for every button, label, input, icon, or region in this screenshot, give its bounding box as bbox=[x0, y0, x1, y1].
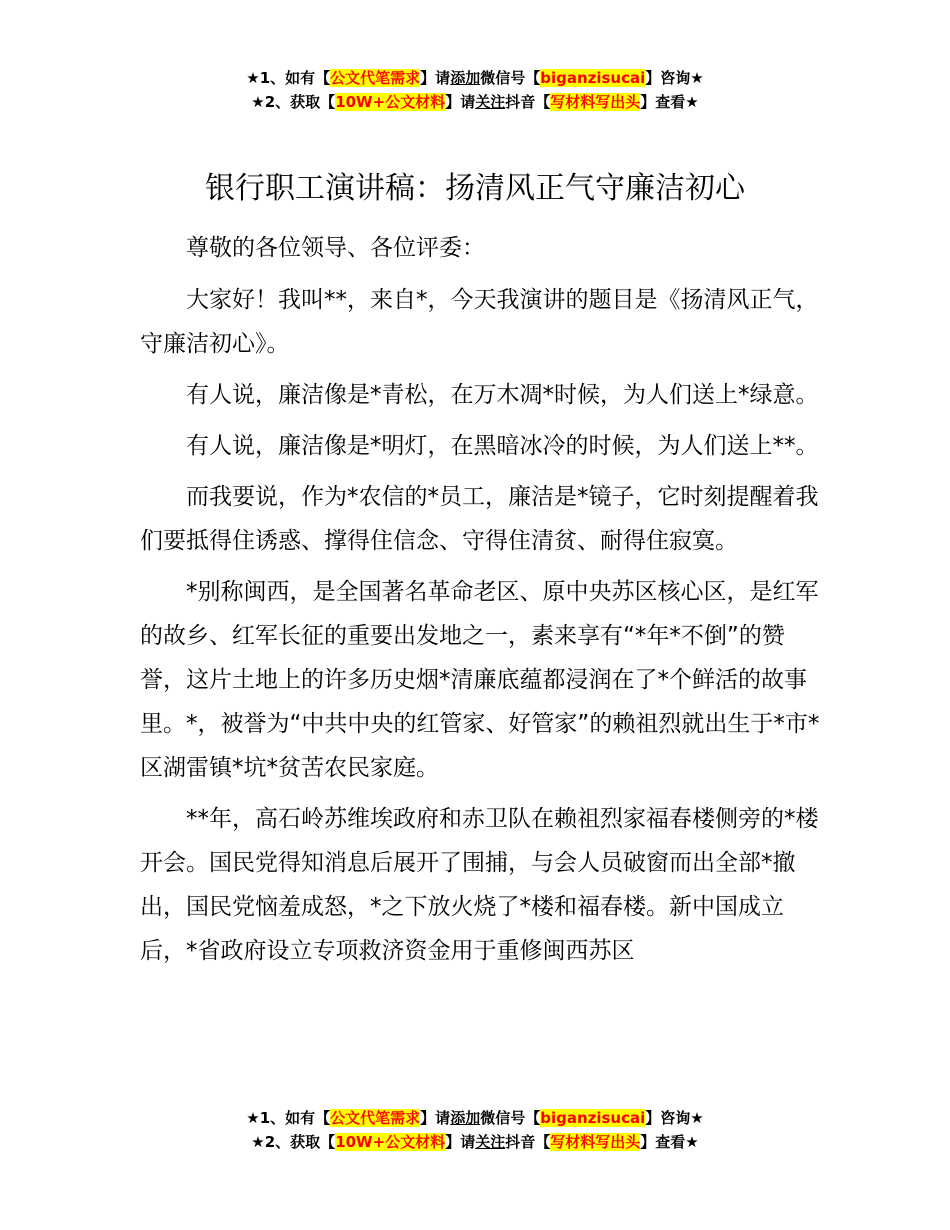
banner-highlight: 写材料写出头 bbox=[550, 1133, 641, 1151]
footer-banner bbox=[0, 1106, 950, 1154]
banner-text: ★2、获取【 bbox=[251, 1133, 336, 1151]
banner-underline: 添加 bbox=[450, 1109, 481, 1127]
banner-line-2 bbox=[0, 90, 950, 114]
banner-text: 抖音【 bbox=[505, 93, 551, 111]
paragraph: 有人说，廉洁像是*青松，在万木凋*时候，为人们送上*绿意。 bbox=[186, 382, 819, 408]
banner-text: 】查看★ bbox=[640, 93, 699, 111]
banner-text: ★1、如有【 bbox=[246, 69, 331, 87]
banner-line-2 bbox=[0, 1130, 950, 1154]
paragraph: 而我要说，作为*农信的*员工，廉洁是*镜子，它时刻提醒着我们要抵得住诱惑、撑得住信念、守得住清贫、耐得住寂寞。 bbox=[140, 484, 819, 554]
banner-underline: 添加 bbox=[450, 69, 481, 87]
banner-text: 微信号【 bbox=[480, 69, 541, 87]
banner-highlight: 公文代笔需求 bbox=[330, 1109, 421, 1127]
banner-line-1 bbox=[0, 66, 950, 90]
banner-text: 】请 bbox=[445, 93, 476, 111]
document-body bbox=[140, 226, 820, 980]
banner-highlight: biganzisucai bbox=[540, 1109, 646, 1127]
paragraph: 有人说，廉洁像是*明灯，在黑暗冰冷的时候，为人们送上**。 bbox=[186, 433, 819, 459]
banner-text: 】请 bbox=[420, 69, 451, 87]
paragraph: 大家好！我叫**，来自*，今天我演讲的题目是《扬清风正气，守廉洁初心》。 bbox=[140, 287, 819, 357]
banner-underline: 关注 bbox=[475, 1133, 506, 1151]
banner-text: ★1、如有【 bbox=[246, 1109, 331, 1127]
banner-line-1 bbox=[0, 1106, 950, 1130]
banner-text: 】请 bbox=[445, 1133, 476, 1151]
banner-underline: 关注 bbox=[475, 93, 506, 111]
banner-text: 微信号【 bbox=[480, 1109, 541, 1127]
banner-text: 】查看★ bbox=[640, 1133, 699, 1151]
banner-text: 】请 bbox=[420, 1109, 451, 1127]
banner-highlight: 公文代笔需求 bbox=[330, 69, 421, 87]
document-title: 银行职工演讲稿：扬清风正气守廉洁初心 bbox=[205, 171, 745, 206]
banner-text: 】咨询★ bbox=[645, 69, 704, 87]
banner-highlight: 10W+公文材料 bbox=[335, 1133, 446, 1151]
banner-highlight: 10W+公文材料 bbox=[335, 93, 446, 111]
banner-text: 抖音【 bbox=[505, 1133, 551, 1151]
paragraph: **年，高石岭苏维埃政府和赤卫队在赖祖烈家福春楼侧旁的*楼开会。国民党得知消息后展开了围捕，与会人员破窗而出全部*撤出，国民党恼羞成怒，*之下放火烧了*楼和福春楼。新中国成立后，*省政府设立专项救济资金用于重修闽西苏区 bbox=[140, 806, 819, 964]
banner-highlight: 写材料写出头 bbox=[550, 93, 641, 111]
salutation: 尊敬的各位领导、各位评委： bbox=[186, 235, 485, 261]
header-banner bbox=[0, 66, 950, 114]
banner-highlight: biganzisucai bbox=[540, 69, 646, 87]
banner-text: ★2、获取【 bbox=[251, 93, 336, 111]
paragraph: *别称闽西，是全国著名革命老区、原中央苏区核心区，是红军的故乡、红军长征的重要出发地之一，素来享有“*年*不倒”的赞誉，这片土地上的许多历史烟*清廉底蕴都浸润在了*个鲜活的故事里。*，被誉为“中共中央的红管家、好管家”的赖祖烈就出生于*市*区湖雷镇*坑*贫苦农民家庭。 bbox=[140, 579, 820, 781]
banner-text: 】咨询★ bbox=[645, 1109, 704, 1127]
